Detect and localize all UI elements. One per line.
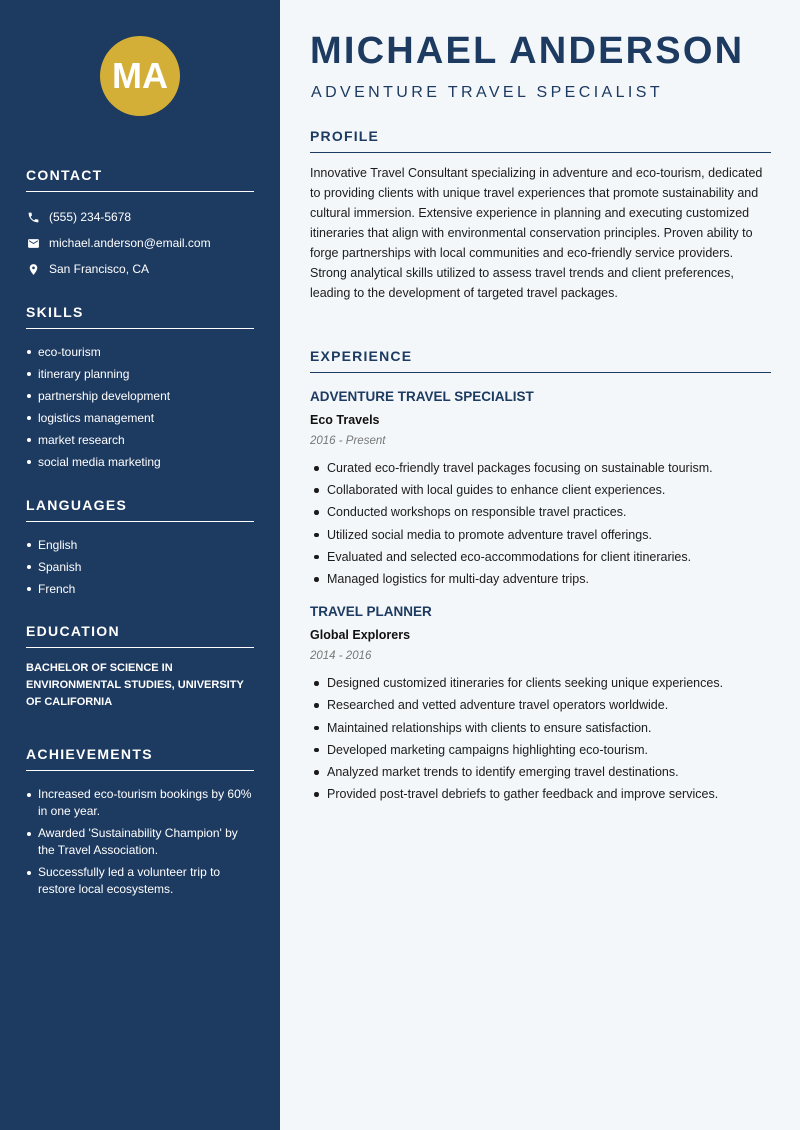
- list-item: Successfully led a volunteer trip to restore local ecosystems.: [26, 864, 254, 898]
- email-icon: [26, 236, 40, 250]
- list-item: itinerary planning: [26, 363, 254, 385]
- job-bullets: [310, 457, 771, 590]
- list-item: Evaluated and selected eco-accommodations for client itineraries.: [310, 546, 771, 568]
- languages-section: [26, 497, 254, 600]
- experience-section: [310, 348, 771, 817]
- list-item: Increased eco-tourism bookings by 60% in one year.: [26, 786, 254, 820]
- list-item: French: [26, 578, 254, 600]
- list-item: Maintained relationships with clients to ensure satisfaction.: [310, 717, 771, 739]
- languages-heading: LANGUAGES: [26, 497, 254, 522]
- avatar: [100, 36, 180, 116]
- profile-section: [310, 128, 771, 303]
- list-item: market research: [26, 429, 254, 451]
- education-heading: EDUCATION: [26, 623, 254, 648]
- education-section: [26, 623, 254, 711]
- list-item: Awarded 'Sustainability Champion' by the Travel Association.: [26, 825, 254, 859]
- list-item: English: [26, 534, 254, 556]
- experience-heading: EXPERIENCE: [310, 348, 771, 373]
- skills-list: [26, 341, 254, 473]
- job-entry: [310, 602, 771, 805]
- list-item: social media marketing: [26, 451, 254, 473]
- contact-section: [26, 167, 254, 282]
- list-item: Designed customized itineraries for clients seeking unique experiences.: [310, 672, 771, 694]
- candidate-name: MICHAEL ANDERSON: [310, 30, 745, 72]
- list-item: Conducted workshops on responsible travel practices.: [310, 501, 771, 523]
- list-item: Spanish: [26, 556, 254, 578]
- job-entry: [310, 387, 771, 590]
- profile-text: Innovative Travel Consultant specializing in adventure and eco-tourism, dedicated to providing clients with unique travel experiences that promote sustainability and cultural immersion. Extensive experience in planning and executing customized itineraries that align with environmental conservation principles. Proven ability to forge partnerships with local communities and eco-friendly service providers. Strong analytical skills utilized to assess travel trends and client preferences, leading to the development of targeted travel packages.: [310, 166, 763, 300]
- job-dates: 2014 - 2016: [310, 650, 372, 663]
- list-item: Curated eco-friendly travel packages focusing on sustainable tourism.: [310, 457, 771, 479]
- job-bullets: [310, 672, 771, 805]
- achievements-heading: ACHIEVEMENTS: [26, 746, 254, 771]
- contact-heading: CONTACT: [26, 167, 254, 192]
- list-item: Utilized social media to promote adventure travel offerings.: [310, 524, 771, 546]
- job-dates: 2016 - Present: [310, 435, 386, 447]
- job-title: ADVENTURE TRAVEL SPECIALIST: [310, 389, 534, 404]
- location-text: San Francisco, CA: [49, 262, 150, 276]
- list-item: Collaborated with local guides to enhance client experiences.: [310, 479, 771, 501]
- list-item: Researched and vetted adventure travel operators worldwide.: [310, 694, 771, 716]
- contact-email: [26, 230, 254, 256]
- candidate-title: ADVENTURE TRAVEL SPECIALIST: [311, 84, 664, 101]
- languages-list: [26, 534, 254, 600]
- job-company: Global Explorers: [310, 628, 411, 643]
- job-company: Eco Travels: [310, 413, 380, 427]
- location-pin-icon: [26, 262, 40, 276]
- list-item: logistics management: [26, 407, 254, 429]
- skills-heading: SKILLS: [26, 304, 254, 329]
- achievements-list: [26, 786, 254, 898]
- skills-section: [26, 304, 254, 473]
- contact-phone: [26, 204, 254, 230]
- sidebar: [0, 0, 280, 1130]
- phone-text: (555) 234-5678: [49, 210, 132, 224]
- list-item: partnership development: [26, 385, 254, 407]
- list-item: eco-tourism: [26, 341, 254, 363]
- list-item: Developed marketing campaigns highlighting eco-tourism.: [310, 739, 771, 761]
- list-item: Analyzed market trends to identify emerging travel destinations.: [310, 761, 771, 783]
- education-degree: BACHELOR OF SCIENCE IN ENVIRONMENTAL STUDIES, UNIVERSITY OF CALIFORNIA: [26, 662, 244, 708]
- profile-heading: PROFILE: [310, 128, 771, 153]
- avatar-initials: MA: [112, 55, 168, 96]
- phone-icon: [26, 210, 40, 224]
- email-text[interactable]: michael.anderson@email.com: [49, 236, 211, 250]
- list-item: Managed logistics for multi-day adventure trips.: [310, 568, 771, 590]
- job-title: TRAVEL PLANNER: [310, 604, 432, 620]
- contact-location: [26, 256, 254, 282]
- main-content: [280, 0, 800, 1130]
- achievements-section: [26, 746, 254, 903]
- list-item: Provided post-travel debriefs to gather feedback and improve services.: [310, 783, 771, 805]
